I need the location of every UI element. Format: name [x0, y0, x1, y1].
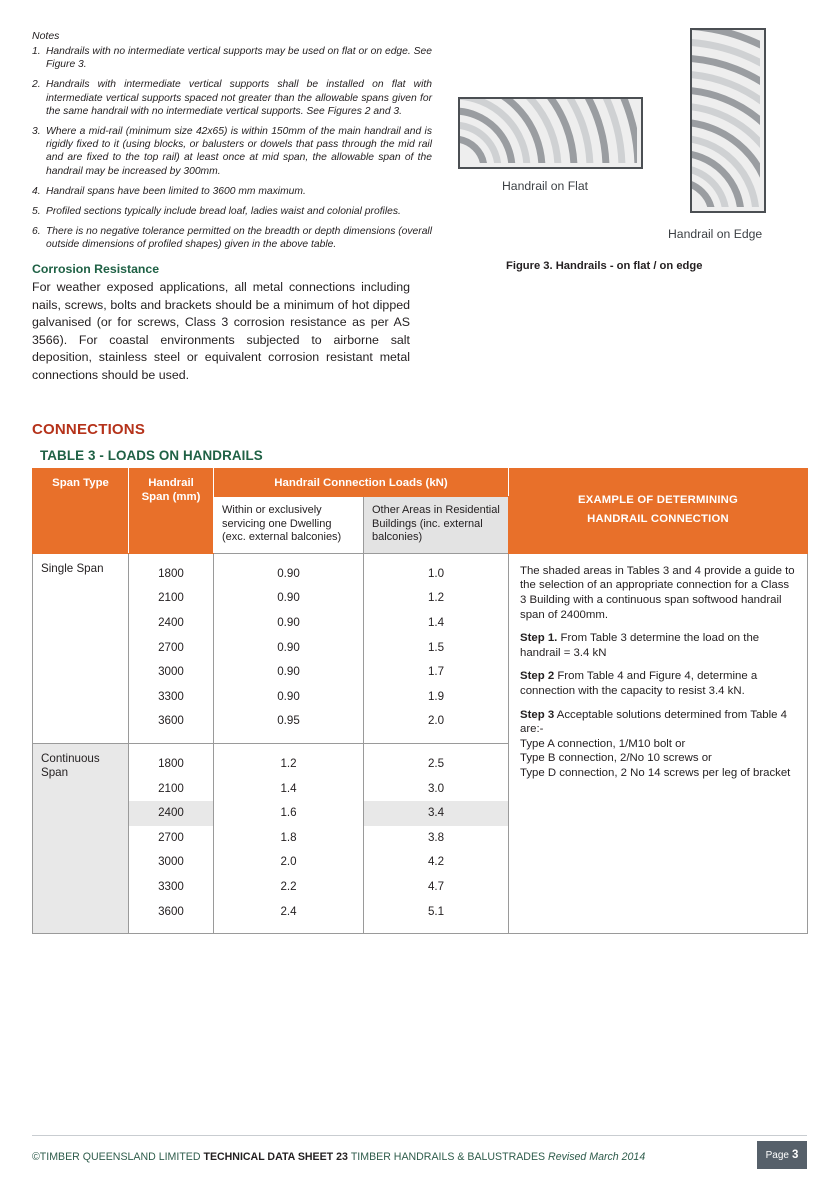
- load-value: 1.2: [427, 591, 445, 605]
- row-label-continuous-span: [33, 743, 129, 933]
- step-2-label: Step 2: [520, 670, 555, 683]
- load-value: 1.0: [427, 566, 445, 580]
- example-step-1: [520, 631, 797, 660]
- subheader-dwelling: Within or exclusively servicing one Dwelling (exc. external balconies): [214, 497, 364, 554]
- example-text-cell: [509, 553, 808, 933]
- load-value: 2.5: [427, 756, 445, 770]
- continuous-dwelling-values: [214, 752, 363, 924]
- corrosion-body: For weather exposed applications, all metal connections including nails, screws, bolts and brackets should be a minimum of hot dipped galvanised (or for screws, Class 3 corrosion resistance as per AS 3566). For coastal environments subjected to airborne salt deposition, stainless steel or equivalent corrosion resistant metal connections should be used.: [32, 280, 410, 382]
- note-text: There is no negative tolerance permitted on the breadth or depth dimensions (overall outside dimensions of profiled shapes) given in the above table.: [46, 226, 432, 251]
- note-text: Handrail spans have been limited to 3600 mm maximum.: [46, 185, 306, 197]
- load-value: 0.90: [277, 665, 300, 679]
- load-value: 0.95: [277, 714, 300, 728]
- page-number: 3: [791, 1149, 799, 1161]
- cell-continuous-spans: [129, 743, 214, 933]
- span-value: 3000: [158, 855, 184, 869]
- note-item: [32, 125, 432, 178]
- example-step-3: [520, 708, 797, 781]
- load-value: 1.2: [280, 756, 297, 770]
- load-value: 1.7: [427, 665, 445, 679]
- loads-on-handrails-table: [32, 468, 808, 934]
- footer-text: [32, 1151, 645, 1163]
- span-value: 1800: [158, 756, 184, 770]
- load-value: 4.7: [427, 879, 445, 893]
- note-number: 2.: [32, 79, 41, 91]
- span-value: 2100: [158, 781, 184, 795]
- load-value: 0.90: [277, 591, 300, 605]
- load-value: 1.9: [427, 689, 445, 703]
- load-value-highlighted: 3.4: [364, 801, 508, 826]
- span-value: 2400: [158, 615, 184, 629]
- load-value: 5.1: [427, 904, 445, 918]
- page-word: Page: [765, 1149, 789, 1161]
- load-value: 2.4: [280, 904, 297, 918]
- footer-revision: Revised March 2014: [548, 1151, 646, 1163]
- notes-title: Notes: [32, 30, 60, 42]
- load-value: 2.0: [427, 714, 445, 728]
- span-value-highlighted: 2400: [129, 801, 213, 826]
- note-number: 1.: [32, 46, 41, 57]
- corrosion-resistance-section: [32, 261, 410, 385]
- footer-divider: [32, 1135, 807, 1136]
- note-item: [32, 45, 432, 71]
- step-3-text: Acceptable solutions determined from Table 4 are:-: [520, 708, 787, 736]
- load-value: 1.8: [280, 830, 297, 844]
- notes-section: [32, 30, 432, 252]
- solution-type-d: Type D connection, 2 No 14 screws per leg of bracket: [520, 766, 791, 779]
- example-header-line2: HANDRAIL CONNECTION: [587, 513, 729, 525]
- continuous-span-values: [129, 752, 213, 924]
- figure-3: [440, 22, 820, 282]
- note-text: Handrails with intermediate vertical supports shall be installed on flat with intermediate vertical supports spaced not greater than the allowable spans given for the same handrail with no intermediate vertical supports. See Figures 2 and 3.: [46, 79, 432, 117]
- load-value: 2.2: [280, 879, 297, 893]
- span-value: 2700: [158, 640, 184, 654]
- solution-type-b: Type B connection, 2/No 10 screws or: [520, 752, 712, 765]
- span-value: 1800: [158, 566, 184, 580]
- load-value: 3.0: [427, 781, 445, 795]
- cell-single-dwelling-loads: [214, 553, 364, 743]
- handrail-span-line2: Span (mm): [141, 491, 201, 503]
- span-value: 3000: [158, 665, 184, 679]
- table-header-row-1: [33, 469, 808, 497]
- load-value: 0.90: [277, 615, 300, 629]
- page-number-badge: [757, 1141, 807, 1169]
- connections-heading: CONNECTIONS: [32, 421, 146, 438]
- example-step-2: [520, 669, 797, 698]
- wood-grain-flat-icon: [460, 99, 637, 163]
- step-2-text: From Table 4 and Figure 4, determine a connection with the capacity to resist 3.4 kN.: [520, 670, 758, 697]
- load-value: 3.8: [427, 830, 445, 844]
- wood-grain-edge-icon: [692, 30, 760, 207]
- step-1-label: Step 1.: [520, 632, 558, 645]
- handrail-span-line1: Handrail: [148, 477, 194, 489]
- load-value: 1.5: [427, 640, 445, 654]
- column-header-span-type: Span Type: [33, 469, 129, 554]
- step-1-text: From Table 3 determine the load on the handrail = 3.4 kN: [520, 632, 760, 659]
- footer-sheet-number: TECHNICAL DATA SHEET 23: [203, 1151, 348, 1163]
- column-header-handrail-span: [129, 469, 214, 554]
- span-value: 3600: [158, 714, 184, 728]
- continuous-other-values: [364, 752, 508, 924]
- handrail-on-flat-diagram: [458, 97, 643, 169]
- example-intro: The shaded areas in Tables 3 and 4 provide a guide to the selection of an appropriate connection for a Class 3 Building with a continuous span softwood handrail span of 2400mm.: [520, 564, 795, 621]
- note-text: Where a mid-rail (minimum size 42x65) is within 150mm of the main handrail and is rigidly fixed to it (using blocks, or balusters or dowels that pass through the mid rail and are fixed to the top rail) at least once at mid span, the allowable span of the handrail may be increased by 300mm.: [46, 126, 432, 177]
- handrail-on-flat-label: Handrail on Flat: [502, 179, 589, 193]
- subheader-other-areas: Other Areas in Residential Buildings (inc. external balconies): [364, 497, 509, 554]
- step-3-label: Step 3: [520, 708, 555, 721]
- span-value: 3600: [158, 904, 184, 918]
- note-number: 5.: [32, 206, 41, 218]
- cell-continuous-other-loads: [364, 743, 509, 933]
- note-number: 6.: [32, 226, 41, 238]
- note-text: Handrails with no intermediate vertical supports may be used on flat or on edge. See Figure 3.: [46, 46, 432, 71]
- footer-copyright: ©TIMBER QUEENSLAND LIMITED: [32, 1151, 201, 1163]
- corrosion-heading: Corrosion Resistance: [32, 262, 160, 276]
- load-value: 1.4: [280, 781, 297, 795]
- single-span-values: [129, 562, 213, 734]
- load-value: 0.90: [277, 566, 300, 580]
- span-value: 2100: [158, 591, 184, 605]
- load-value: 0.90: [277, 640, 300, 654]
- figure-caption: Figure 3. Handrails - on flat / on edge: [506, 260, 703, 272]
- note-item: [32, 205, 432, 218]
- note-number: 4.: [32, 185, 41, 197]
- load-value: 4.2: [427, 855, 445, 869]
- note-item: [32, 225, 432, 251]
- load-value: 1.6: [280, 806, 297, 820]
- table-row-single-span: [33, 553, 808, 743]
- single-dwelling-values: [214, 562, 363, 734]
- solution-type-a: Type A connection, 1/M10 bolt or: [520, 737, 686, 750]
- handrail-on-edge-diagram: [690, 28, 766, 213]
- column-header-example: [509, 469, 808, 554]
- span-value: 3300: [158, 689, 184, 703]
- example-header-line1: EXAMPLE OF DETERMINING: [577, 494, 739, 506]
- cell-single-other-loads: [364, 553, 509, 743]
- load-value: 1.4: [427, 615, 445, 629]
- table-3-heading: TABLE 3 - LOADS ON HANDRAILS: [40, 448, 263, 463]
- note-text: Profiled sections typically include bread loaf, ladies waist and colonial profiles.: [46, 206, 401, 218]
- cell-continuous-dwelling-loads: [214, 743, 364, 933]
- continuous-label-line1: Continuous: [41, 751, 100, 765]
- footer-doc-title: TIMBER HANDRAILS & BALUSTRADES: [350, 1151, 546, 1163]
- span-value: 2700: [158, 830, 184, 844]
- load-value: 0.90: [277, 689, 300, 703]
- note-number: 3.: [32, 126, 41, 138]
- handrail-on-edge-label: Handrail on Edge: [668, 227, 763, 241]
- note-item: [32, 185, 432, 198]
- cell-single-spans: [129, 553, 214, 743]
- load-value: 2.0: [280, 855, 297, 869]
- column-header-connection-loads: Handrail Connection Loads (kN): [214, 469, 509, 497]
- span-value: 3300: [158, 879, 184, 893]
- single-other-values: [364, 562, 508, 734]
- note-item: [32, 78, 432, 118]
- row-label-single-span: Single Span: [33, 553, 129, 743]
- continuous-label-line2: Span: [41, 766, 69, 780]
